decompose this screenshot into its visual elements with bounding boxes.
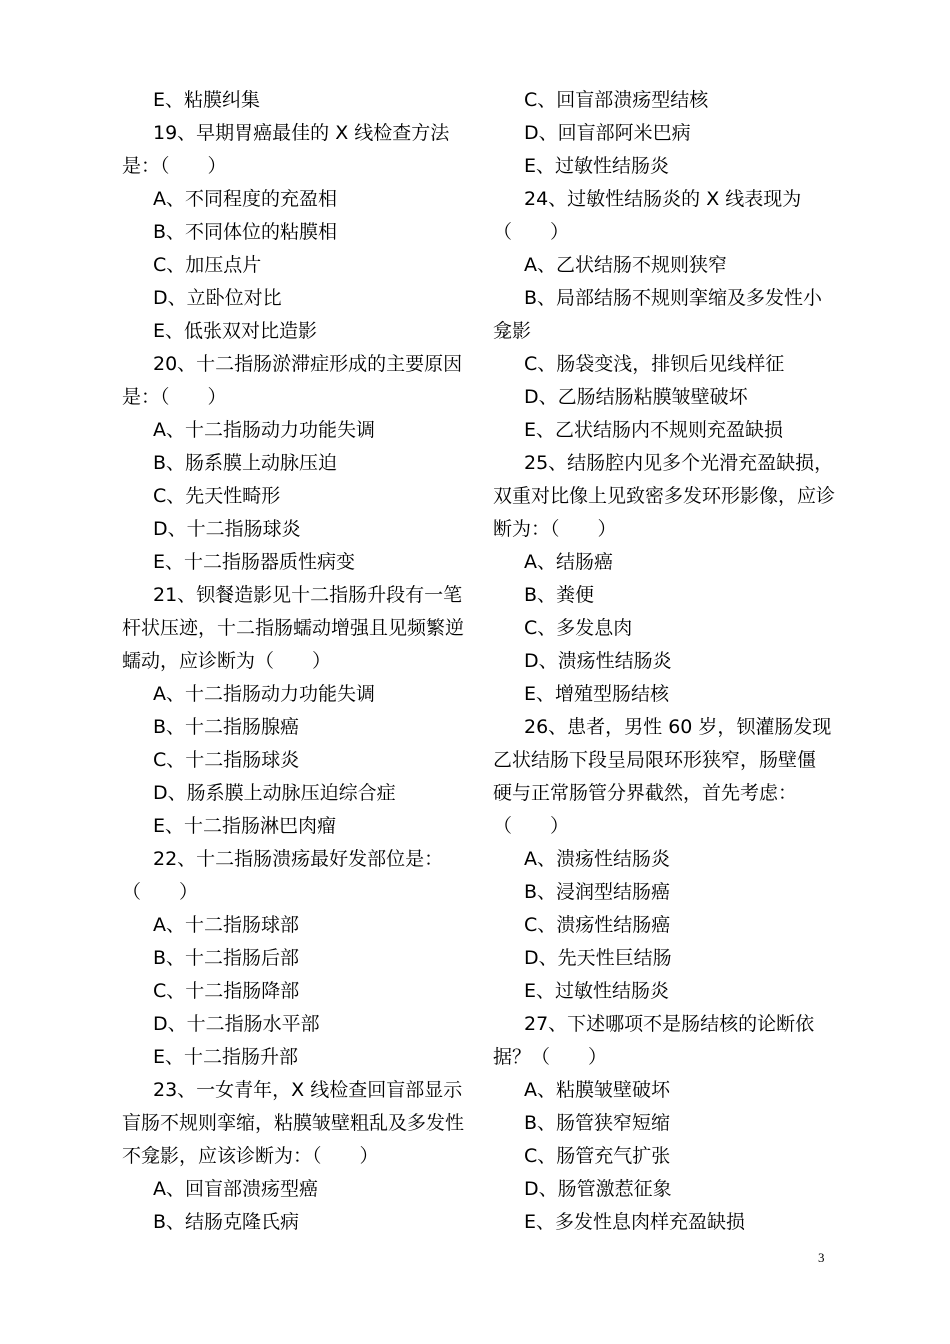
text-line: C、先天性畸形 <box>153 485 281 507</box>
text-line: A、十二指肠动力功能失调 <box>153 419 375 441</box>
right-column <box>493 84 838 1239</box>
text-line: E、低张双对比造影 <box>153 320 318 342</box>
text-line: （ ） <box>493 815 570 837</box>
text-line: 盲肠不规则挛缩，粘膜皱壁粗乱及多发性 <box>122 1112 465 1134</box>
text-line: B、结肠克隆氏病 <box>153 1211 300 1233</box>
text-line: E、十二指肠器质性病变 <box>153 551 356 573</box>
text-line: D、回盲部阿米巴病 <box>524 122 691 144</box>
text-line: 22、十二指肠溃疡最好发部位是： <box>153 848 444 870</box>
text-line: A、粘膜皱壁破坏 <box>524 1079 670 1101</box>
text-line: E、过敏性结肠炎 <box>524 980 670 1002</box>
text-line: 是：（ ） <box>122 155 227 177</box>
text-line: E、多发性息肉样充盈缺损 <box>524 1211 746 1233</box>
text-line: D、乙肠结肠粘膜皱壁破坏 <box>524 386 748 408</box>
text-line: 19、早期胃癌最佳的 X 线检查方法 <box>153 122 450 144</box>
text-line: 乙状结肠下段呈局限环形狭窄，肠壁僵 <box>493 749 817 771</box>
text-line: 26、患者，男性 60 岁，钡灌肠发现 <box>524 716 832 738</box>
text-line: 不龛影，应该诊断为：（ ） <box>122 1145 379 1167</box>
text-line: D、溃疡性结肠炎 <box>524 650 672 672</box>
text-line: D、肠管激惹征象 <box>524 1178 672 1200</box>
text-line: E、十二指肠淋巴肉瘤 <box>153 815 337 837</box>
text-line: 21、钡餐造影见十二指肠升段有一笔 <box>153 584 463 606</box>
text-line: 龛影 <box>493 320 532 342</box>
text-line: C、十二指肠球炎 <box>153 749 300 771</box>
text-line: B、十二指肠后部 <box>153 947 300 969</box>
text-line: 据？（ ） <box>493 1046 608 1068</box>
page-number: 3 <box>818 1250 825 1265</box>
left-column <box>122 84 467 1239</box>
text-line: A、不同程度的充盈相 <box>153 188 337 210</box>
text-line: 双重对比像上见致密多发环形影像，应诊 <box>493 485 836 507</box>
text-line: 是：（ ） <box>122 386 227 408</box>
text-line: 27、下述哪项不是肠结核的论断依 <box>524 1013 815 1035</box>
text-line: A、十二指肠动力功能失调 <box>153 683 375 705</box>
text-line: B、浸润型结肠癌 <box>524 881 671 903</box>
text-line: B、粪便 <box>524 584 595 606</box>
text-line: D、十二指肠水平部 <box>153 1013 320 1035</box>
text-line: 杆状压迹，十二指肠蠕动增强且见频繁逆 <box>122 617 465 639</box>
text-line: A、十二指肠球部 <box>153 914 299 936</box>
text-line: C、多发息肉 <box>524 617 633 639</box>
text-line: A、溃疡性结肠炎 <box>524 848 670 870</box>
text-line: E、粘膜纠集 <box>153 89 261 111</box>
text-line: D、立卧位对比 <box>153 287 282 309</box>
text-line: D、肠系膜上动脉压迫综合症 <box>153 782 396 804</box>
text-line: E、过敏性结肠炎 <box>524 155 670 177</box>
text-line: B、肠系膜上动脉压迫 <box>153 452 338 474</box>
text-line: E、乙状结肠内不规则充盈缺损 <box>524 419 784 441</box>
text-line: B、十二指肠腺癌 <box>153 716 300 738</box>
text-line: 25、结肠腔内见多个光滑充盈缺损， <box>524 452 834 474</box>
text-line: B、局部结肠不规则挛缩及多发性小 <box>524 287 823 309</box>
text-line: A、结肠癌 <box>524 551 613 573</box>
text-line: D、十二指肠球炎 <box>153 518 301 540</box>
text-line: B、不同体位的粘膜相 <box>153 221 338 243</box>
text-line: E、增殖型肠结核 <box>524 683 670 705</box>
text-line: （ ） <box>122 881 199 903</box>
text-line: 23、一女青年，X 线检查回盲部显示 <box>153 1079 463 1101</box>
text-line: C、回盲部溃疡型结核 <box>524 89 709 111</box>
text-line: 硬与正常肠管分界截然，首先考虑： <box>493 782 798 804</box>
text-line: A、回盲部溃疡型癌 <box>153 1178 318 1200</box>
text-line: C、加压点片 <box>153 254 262 276</box>
text-line: D、先天性巨结肠 <box>524 947 672 969</box>
text-line: 24、过敏性结肠炎的 X 线表现为 <box>524 188 802 210</box>
text-line: C、肠袋变浅，排钡后见线样征 <box>524 353 785 375</box>
text-line: C、十二指肠降部 <box>153 980 300 1002</box>
text-line: A、乙状结肠不规则狭窄 <box>524 254 727 276</box>
text-line: C、溃疡性结肠癌 <box>524 914 671 936</box>
text-line: 20、十二指肠淤滞症形成的主要原因 <box>153 353 463 375</box>
text-line: B、肠管狭窄短缩 <box>524 1112 671 1134</box>
text-line: E、十二指肠升部 <box>153 1046 299 1068</box>
text-line: （ ） <box>493 221 570 243</box>
text-line: C、肠管充气扩张 <box>524 1145 671 1167</box>
text-line: 蠕动，应诊断为（ ） <box>122 650 332 672</box>
text-line: 断为：（ ） <box>493 518 617 540</box>
